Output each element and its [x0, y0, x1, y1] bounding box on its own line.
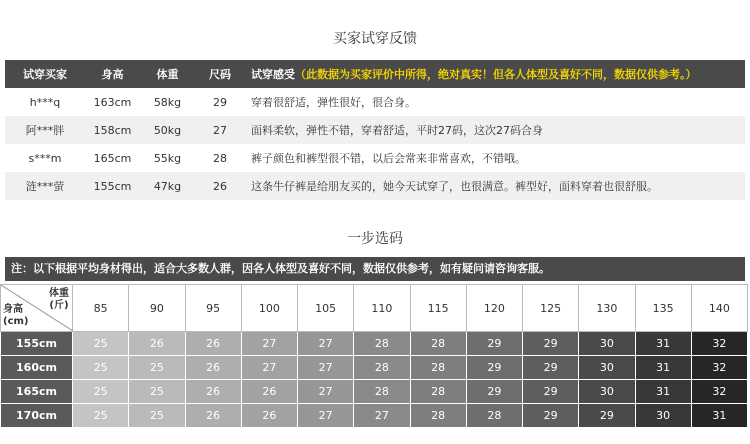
size-cell: 26 [185, 332, 241, 356]
size-cell: 29 [523, 332, 579, 356]
size-cell: 29 [466, 380, 522, 404]
size-cell: 25 [129, 380, 185, 404]
header-size: 尺码 [195, 60, 245, 88]
height-axis-label-unit: (cm) [3, 316, 29, 327]
size-cell: 29 [579, 404, 635, 428]
size-row [1, 404, 748, 428]
feedback-row [5, 172, 745, 200]
header-height: 身高 [85, 60, 140, 88]
size-cell: 25 [129, 404, 185, 428]
size-cell: 28 [410, 404, 466, 428]
size-cell: 27 [298, 356, 354, 380]
size-cell: 25 [73, 380, 129, 404]
buyer-weight: 55kg [153, 151, 182, 165]
header-comment-note: （此数据为买家评价中所得，绝对真实！但各人体型及喜好不同，数据仅供参考。） [295, 68, 697, 81]
size-cell: 26 [185, 380, 241, 404]
height-axis-label-text: 身高 [3, 304, 23, 315]
weight-header-row [1, 285, 748, 332]
buyer-height: 155cm [85, 172, 140, 200]
size-cell: 28 [354, 332, 410, 356]
weight-axis-label [49, 288, 69, 312]
size-cell: 26 [241, 380, 297, 404]
size-cell: 28 [466, 404, 522, 428]
buyer-name: h***q [29, 95, 61, 109]
weight-column-header: 115 [410, 285, 466, 332]
size-cell: 30 [579, 380, 635, 404]
size-cell: 29 [523, 404, 579, 428]
grid-corner [1, 285, 73, 332]
size-cell: 26 [185, 404, 241, 428]
size-cell: 31 [635, 356, 691, 380]
size-cell: 29 [466, 356, 522, 380]
height-row-header: 165cm [1, 380, 73, 404]
size-cell: 30 [579, 356, 635, 380]
weight-column-header: 120 [466, 285, 522, 332]
buyer-name: 阿***胖 [5, 116, 85, 144]
size-cell: 25 [129, 356, 185, 380]
buyer-size: 28 [213, 151, 227, 165]
weight-column-header: 110 [354, 285, 410, 332]
buyer-weight: 58kg [153, 95, 182, 109]
size-cell: 26 [185, 356, 241, 380]
size-cell: 25 [73, 404, 129, 428]
size-cell: 28 [410, 380, 466, 404]
buyer-size: 27 [195, 116, 245, 144]
size-cell: 29 [466, 332, 522, 356]
size-cell: 28 [410, 332, 466, 356]
size-row [1, 332, 748, 356]
buyer-comment: 裤子颜色和裤型很不错，以后会常来非常喜欢，不错哦。 [251, 152, 526, 165]
size-cell: 28 [354, 380, 410, 404]
buyer-comment: 面料柔软，弹性不错，穿着舒适，平时27码，这次27码合身 [245, 116, 745, 144]
size-note-bar: 注：以下根据平均身材得出，适合大多数人群，因各人体型及喜好不同，数据仅供参考，如有疑问请咨询客服。 [5, 257, 745, 281]
buyer-comment: 这条牛仔裤是给朋友买的，她今天试穿了，也很满意。裤型好，面料穿着也很舒服。 [245, 172, 745, 200]
height-row-header: 160cm [1, 356, 73, 380]
weight-column-header: 90 [129, 285, 185, 332]
weight-column-header: 100 [241, 285, 297, 332]
buyer-comment: 穿着很舒适，弹性很好，很合身。 [251, 96, 416, 109]
size-cell: 29 [523, 356, 579, 380]
buyer-height: 165cm [93, 151, 132, 165]
size-cell: 27 [298, 380, 354, 404]
size-guide-title: 一步选码 [347, 231, 403, 247]
buyer-size: 26 [195, 172, 245, 200]
feedback-header-row [5, 60, 745, 88]
size-cell: 27 [241, 356, 297, 380]
weight-column-header: 140 [691, 285, 747, 332]
height-row-header: 170cm [1, 404, 73, 428]
buyer-height: 163cm [93, 95, 132, 109]
feedback-title: 买家试穿反馈 [333, 31, 417, 47]
feedback-table [5, 60, 745, 200]
header-comment-label: 试穿感受 [251, 68, 295, 81]
buyer-name: s***m [28, 151, 62, 165]
size-cell: 27 [298, 332, 354, 356]
weight-column-header: 95 [185, 285, 241, 332]
size-cell: 30 [635, 404, 691, 428]
feedback-row [5, 144, 745, 172]
size-cell: 25 [73, 332, 129, 356]
weight-column-header: 125 [523, 285, 579, 332]
buyer-weight: 47kg [140, 172, 195, 200]
header-buyer: 试穿买家 [5, 60, 85, 88]
height-axis-label [3, 304, 29, 328]
size-cell: 31 [691, 404, 747, 428]
size-grid [0, 284, 748, 428]
size-cell: 27 [298, 404, 354, 428]
size-row [1, 356, 748, 380]
feedback-row [5, 88, 745, 116]
weight-column-header: 105 [298, 285, 354, 332]
size-cell: 26 [129, 332, 185, 356]
size-cell: 29 [523, 380, 579, 404]
weight-axis-label-unit: (斤) [49, 300, 69, 311]
header-comment [245, 60, 745, 88]
size-cell: 27 [241, 332, 297, 356]
header-weight: 体重 [140, 60, 195, 88]
weight-column-header: 85 [73, 285, 129, 332]
buyer-size: 29 [213, 95, 227, 109]
size-cell: 28 [354, 356, 410, 380]
size-cell: 32 [691, 332, 747, 356]
size-cell: 26 [241, 404, 297, 428]
size-cell: 32 [691, 356, 747, 380]
weight-column-header: 135 [635, 285, 691, 332]
size-row [1, 380, 748, 404]
weight-axis-label-text: 体重 [49, 288, 69, 299]
buyer-height: 158cm [85, 116, 140, 144]
size-cell: 27 [354, 404, 410, 428]
weight-column-header: 130 [579, 285, 635, 332]
size-cell: 31 [635, 380, 691, 404]
size-cell: 25 [73, 356, 129, 380]
buyer-weight: 50kg [140, 116, 195, 144]
size-cell: 28 [410, 356, 466, 380]
height-row-header: 155cm [1, 332, 73, 356]
feedback-row [5, 116, 745, 144]
size-cell: 30 [579, 332, 635, 356]
size-cell: 31 [635, 332, 691, 356]
buyer-name: 涟***萤 [5, 172, 85, 200]
size-cell: 32 [691, 380, 747, 404]
